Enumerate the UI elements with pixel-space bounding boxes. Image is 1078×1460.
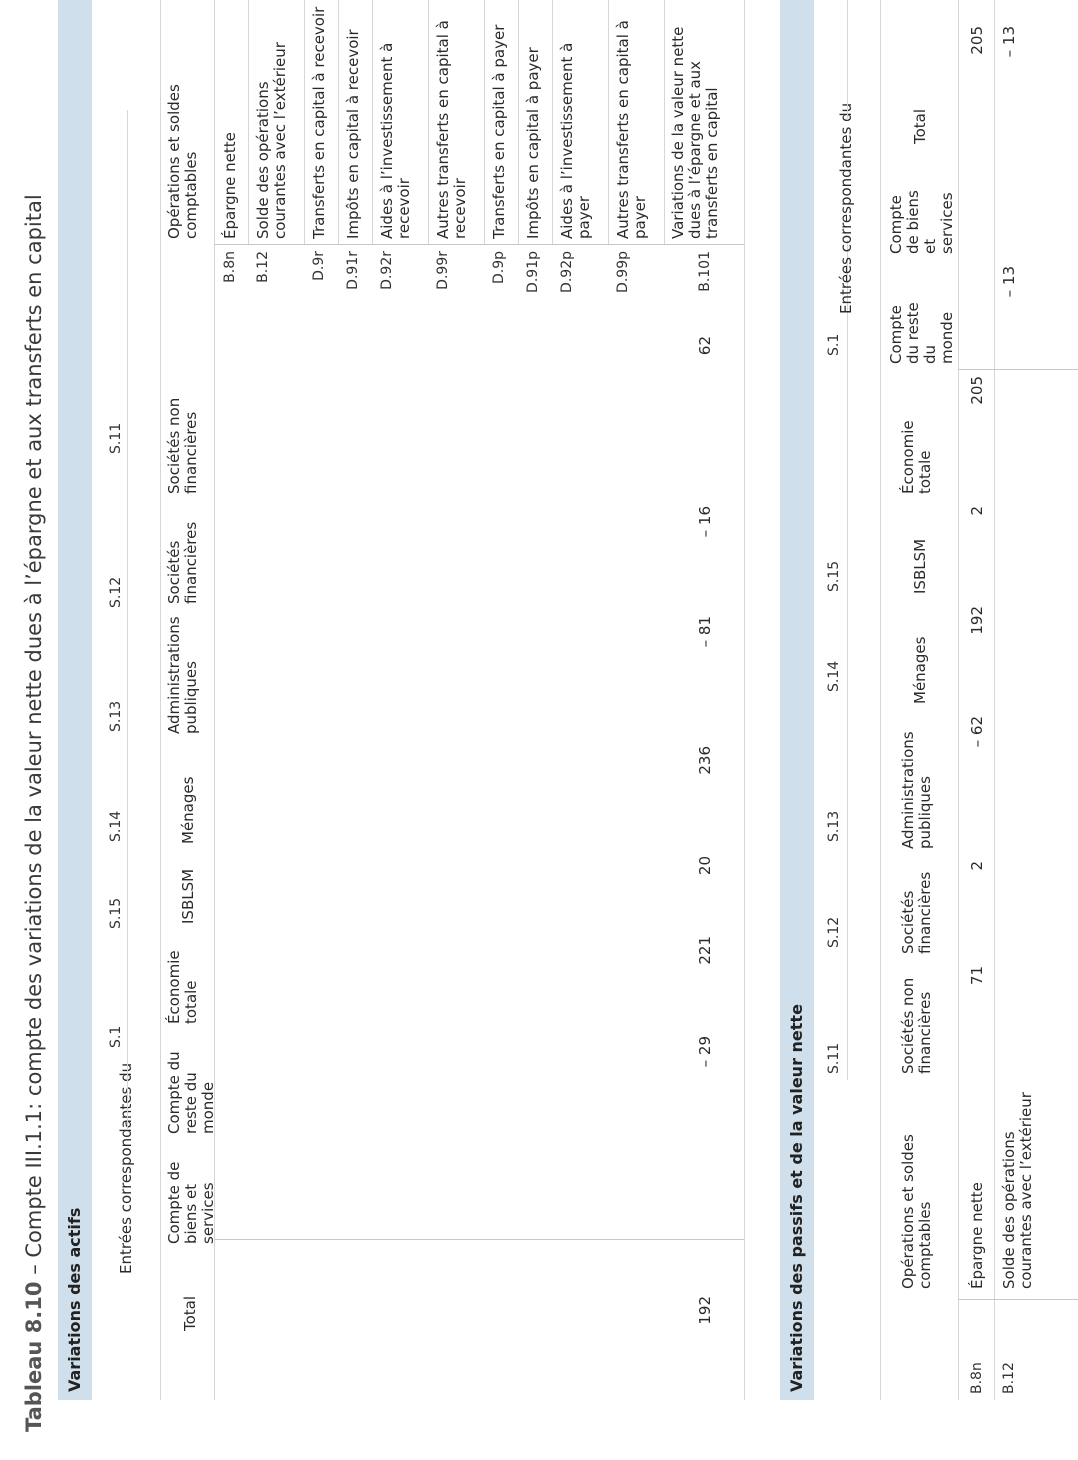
row-divider <box>338 0 339 245</box>
bottom-header-goods: Compte de biens et services <box>887 190 956 254</box>
cell-s15: 2 <box>968 506 986 516</box>
top-s15-code: S.15 <box>108 897 124 929</box>
bottom-right-divider <box>958 369 1078 370</box>
top-bottom-line <box>744 0 745 1400</box>
cell-s13: – 62 <box>968 716 986 748</box>
bottom-entries-line <box>847 327 848 347</box>
cell-s14: 236 <box>696 746 714 775</box>
top-left-divider <box>214 1239 744 1240</box>
top-header-s11: Sociétés non financières <box>165 397 200 494</box>
row-divider <box>664 0 665 245</box>
bottom-s1-code: S.1 <box>826 333 842 356</box>
top-s12-code: S.12 <box>108 576 124 608</box>
top-s13-code: S.13 <box>108 700 124 732</box>
cell-row: – 13 <box>1000 266 1018 298</box>
bottom-header-s12: Sociétés financières <box>899 871 934 954</box>
row-divider <box>994 0 995 1400</box>
top-s1-code: S.1 <box>108 1025 124 1048</box>
top-s14-code: S.14 <box>108 810 124 842</box>
bottom-s11-code: S.11 <box>826 1042 842 1074</box>
top-header-bottom-line <box>214 0 215 1400</box>
row-label: Transferts en capital à recevoir <box>310 6 328 239</box>
row-code: D.91p <box>525 251 541 293</box>
top-right-divider <box>214 244 744 245</box>
bottom-header-s14: Ménages <box>911 636 929 704</box>
top-header-s14: Ménages <box>179 776 197 844</box>
bottom-header-row: Compte du reste du monde <box>887 302 956 364</box>
bottom-header-s1: Économie totale <box>899 420 934 494</box>
top-header-s1: Économie totale <box>165 950 200 1024</box>
cell-s11: 62 <box>696 336 714 356</box>
cell-s12: – 16 <box>696 506 714 538</box>
top-header-line <box>160 0 161 1400</box>
row-label: Épargne nette <box>221 132 239 239</box>
row-code: B.101 <box>697 251 713 292</box>
assets-band: Variations des actifs <box>58 0 92 1400</box>
bottom-header-ops: Opérations et soldes comptables <box>899 1134 934 1289</box>
cell-s15: 20 <box>696 856 714 876</box>
row-divider <box>608 0 609 245</box>
bottom-entries-line-end <box>847 0 848 120</box>
cell-s12: 2 <box>968 861 986 871</box>
row-divider <box>372 0 373 245</box>
row-divider <box>552 0 553 245</box>
row-label: Aides à l’investissement à recevoir <box>378 42 413 239</box>
row-label: Aides à l’investissement à payer <box>558 42 593 239</box>
cell-s1: 205 <box>968 376 986 405</box>
cell-s14: 192 <box>968 606 986 635</box>
row-code: D.99p <box>615 251 631 293</box>
row-code: D.99r <box>435 251 451 290</box>
row-label: Impôts en capital à payer <box>524 47 542 239</box>
top-s11-code: S.11 <box>108 422 124 454</box>
top-header-s13: Administrations publiques <box>165 616 200 734</box>
row-label: Autres transferts en capital à recevoir <box>434 20 469 239</box>
top-sector-line <box>127 110 128 1130</box>
top-header-goods: Compte de biens et services <box>165 1161 217 1244</box>
cell-s1: 221 <box>696 936 714 965</box>
row-code: B.12 <box>255 251 271 283</box>
row-label: Impôts en capital à recevoir <box>344 29 362 239</box>
row-label: Solde des opérations courantes avec l’extérieur <box>1000 1092 1035 1289</box>
top-header-row: Compte du reste du monde <box>165 1051 217 1134</box>
top-header-ops: Opérations et soldes comptables <box>165 84 200 239</box>
cell-total: 205 <box>968 26 986 55</box>
bottom-sector-line <box>847 240 848 1080</box>
table-title <box>22 194 46 1432</box>
liabilities-band: Variations des passifs et de la valeur nette <box>780 0 814 1400</box>
row-code: B.8n <box>222 251 238 283</box>
row-code: B.12 <box>1001 1362 1017 1394</box>
bottom-header-top-line <box>880 0 881 1400</box>
row-code: D.91r <box>345 251 361 290</box>
row-label: Autres transferts en capital à payer <box>614 20 649 239</box>
table-number: Tableau 8.10 <box>22 1281 46 1432</box>
row-divider <box>518 0 519 245</box>
bottom-left-divider <box>958 1299 1078 1300</box>
bottom-header-s15: ISBLSM <box>911 538 929 594</box>
bottom-s15-code: S.15 <box>826 560 842 592</box>
top-entries-label: Entrées correspondantes du <box>117 1062 135 1274</box>
cell-s13: – 81 <box>696 616 714 648</box>
bottom-s13-code: S.13 <box>826 810 842 842</box>
row-code: D.9p <box>491 251 507 285</box>
table-caption: – Compte III.1.1: compte des variations de la valeur nette dues à l’épargne et aux transferts en capital <box>22 194 46 1282</box>
top-header-total: Total <box>181 1296 199 1332</box>
bottom-header-s11: Sociétés non financières <box>899 977 934 1074</box>
top-header-s15: ISBLSM <box>179 868 197 924</box>
bottom-entries-label: Entrées correspondantes du <box>837 102 855 314</box>
bottom-header-total: Total <box>911 108 929 144</box>
cell-total: 192 <box>696 1296 714 1325</box>
row-label: Épargne nette <box>968 1182 986 1289</box>
row-label: Transferts en capital à payer <box>490 24 508 239</box>
bottom-s12-code: S.12 <box>826 916 842 948</box>
row-code: D.92r <box>379 251 395 290</box>
cell-s11: 71 <box>968 966 986 986</box>
cell-row: – 29 <box>696 1036 714 1068</box>
bottom-header-bottom-line <box>958 0 959 1400</box>
row-code: B.8n <box>969 1362 985 1394</box>
cell-total: – 13 <box>1000 26 1018 58</box>
bottom-header-s13: Administrations publiques <box>899 731 934 849</box>
bottom-s14-code: S.14 <box>826 660 842 692</box>
row-label: Solde des opérations courantes avec l’extérieur <box>254 42 289 239</box>
row-code: D.92p <box>559 251 575 293</box>
row-code: D.9r <box>311 251 327 281</box>
row-divider <box>304 0 305 245</box>
top-header-s12: Sociétés financières <box>165 521 200 604</box>
row-label: Variations de la valeur nette dues à l’épargne et aux transferts en capital <box>669 26 721 239</box>
row-divider <box>428 0 429 245</box>
row-divider <box>248 0 249 245</box>
row-divider <box>484 0 485 245</box>
